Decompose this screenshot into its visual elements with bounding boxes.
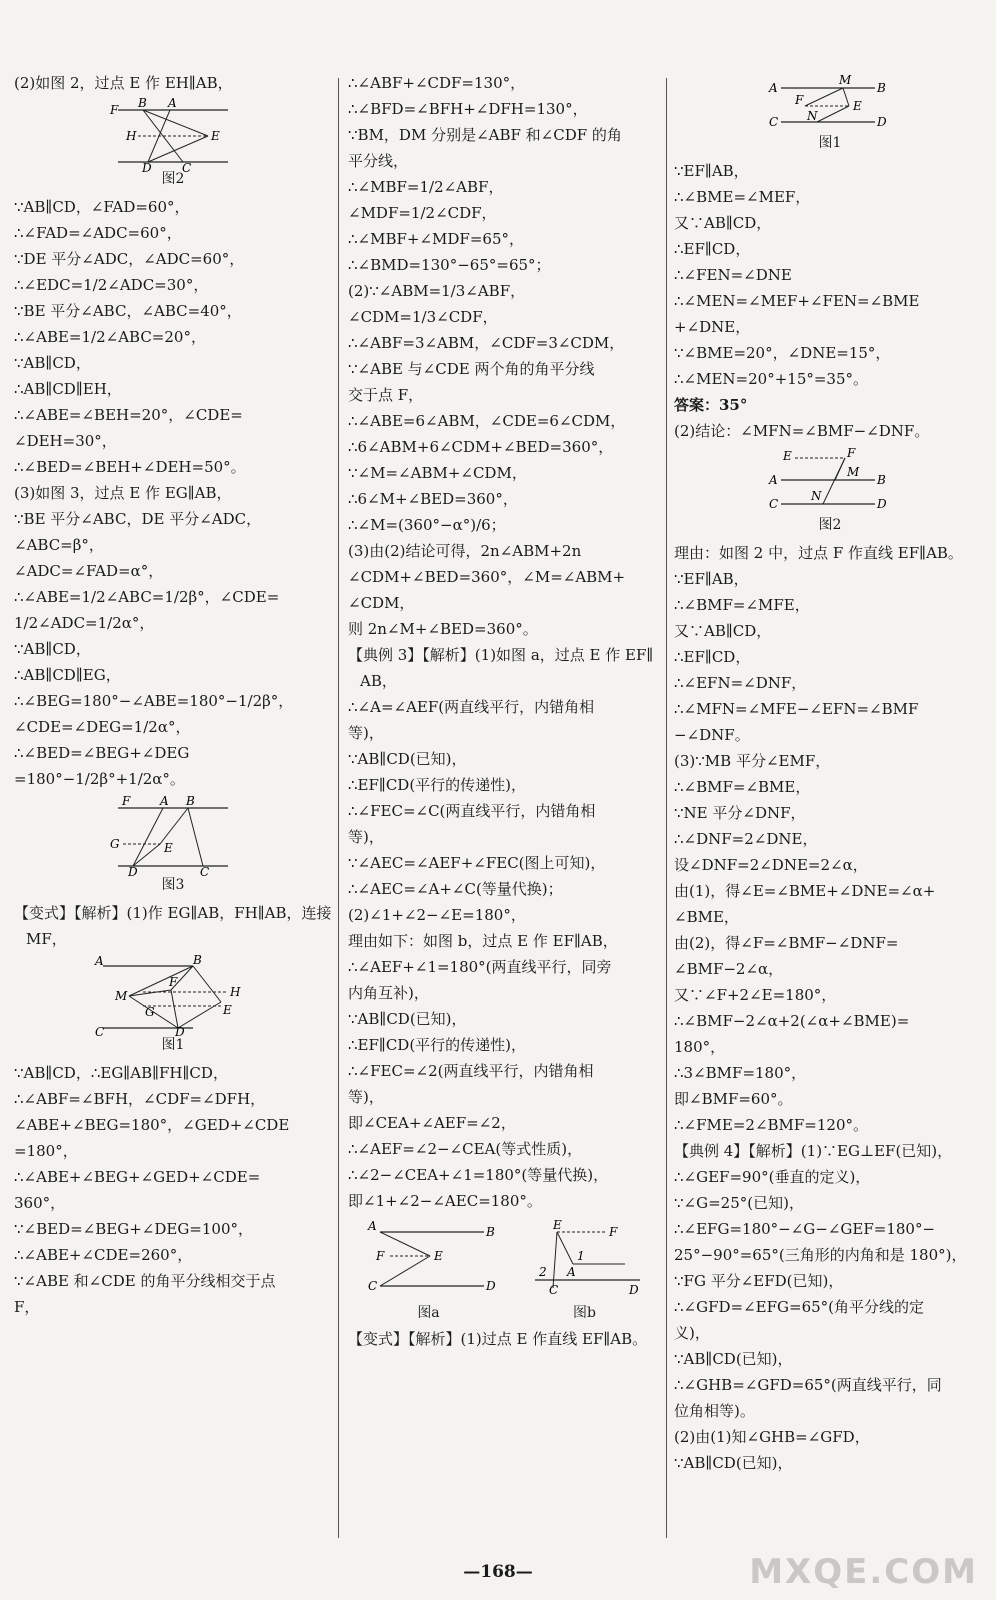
text-line: ∵AB∥CD(已知)， [348, 750, 467, 768]
figure-2-right [674, 448, 986, 534]
text-line: ∴∠EFN=∠DNF， [674, 674, 807, 692]
fig-label: F [608, 1225, 617, 1239]
text-line: ∠DEH=30°， [14, 432, 117, 450]
fig-label: F [110, 103, 119, 117]
text-line: ∴3∠BMF=180°， [674, 1064, 807, 1082]
text-line: ∴∠BMF−2∠α+2(∠α+∠BME)= [674, 1012, 910, 1030]
fig-label: B [186, 794, 195, 808]
text-line: ∴EF∥CD， [674, 648, 751, 666]
text-line: ∴∠ABF=3∠ABM，∠CDF=3∠CDM， [348, 334, 625, 352]
fig-label: B [877, 81, 886, 95]
fig-label: D [628, 1283, 639, 1297]
fig-label: G [145, 1005, 155, 1019]
text-line: ∴∠AEF=∠2−∠CEA(等式性质)， [348, 1140, 583, 1158]
text-line: 又∵∠F+2∠E=180°， [674, 986, 837, 1004]
figure-1-variant [14, 953, 332, 1054]
fig-label: N [811, 489, 822, 503]
text-line: ∴EF∥CD(平行的传递性)， [348, 1036, 527, 1054]
fig-label: B [138, 96, 147, 110]
text-line: ∵AB∥CD， [14, 640, 91, 658]
fig-label: E [853, 99, 862, 113]
text-line: ∠ABC=β°， [14, 536, 104, 554]
text-line: ∠BMF−2∠α， [674, 960, 784, 978]
text-line: ∵∠BED=∠BEG+∠DEG=100°， [14, 1220, 253, 1238]
column-2 [348, 70, 660, 1352]
text-line: (3)如图 3，过点 E 作 EG∥AB， [14, 484, 232, 502]
text-line: 交于点 F， [348, 386, 424, 404]
column-divider [338, 78, 339, 1538]
text-line: ∴∠MBF=1/2∠ABF， [348, 178, 504, 196]
fig-label: H [230, 985, 241, 999]
text-line: ∠BME， [674, 908, 739, 926]
text-line: ∠CDM=1/3∠CDF， [348, 308, 498, 326]
text-line: ∵∠M=∠ABM+∠CDM， [348, 464, 527, 482]
fig-label: M [847, 465, 860, 479]
text-line: ∴6∠M+∠BED=360°， [348, 490, 518, 508]
text-line: ∴∠MBF+∠MDF=65°， [348, 230, 524, 248]
text-line: 等)， [348, 828, 384, 846]
text-line: ∠CDM， [348, 594, 415, 612]
text-line: ∴AB∥CD∥EG， [14, 666, 121, 684]
text-line: ∴∠ABF+∠CDF=130°， [348, 74, 526, 92]
figure-caption: 图1 [818, 135, 842, 151]
fig-label: F [169, 975, 178, 989]
text-line: ∴∠BMD=130°−65°=65°； [348, 256, 551, 274]
text-line: ∴∠EDC=1/2∠ADC=30°， [14, 276, 209, 294]
text-line: ∴∠GFD=∠EFG=65°(角平分线的定 [674, 1298, 925, 1316]
fig-label: B [877, 473, 886, 487]
text-line: (3)由(2)结论可得，2n∠ABM+2n [348, 542, 582, 560]
fig-label: C [95, 1025, 105, 1039]
text-line: 360°， [14, 1194, 66, 1212]
text-line: ∴∠ABE=1/2∠ABC=1/2β°，∠CDE= [14, 588, 280, 606]
text-line: ∴∠DNF=2∠DNE， [674, 830, 818, 848]
text-line: ∵FG 平分∠EFD(已知)， [674, 1272, 844, 1290]
text-line: ∵∠G=25°(已知)， [674, 1194, 804, 1212]
figures-a-b [348, 1220, 660, 1322]
fig-label: A [367, 1219, 377, 1233]
text-line: ∵NE 平分∠DNF， [674, 804, 806, 822]
text-line: ∴∠2−∠CEA+∠1=180°(等量代换)， [348, 1166, 609, 1184]
section-heading: 【变式】【解析】(1)作 EG∥AB，FH∥AB，连接 [14, 904, 332, 922]
fig-label: D [485, 1279, 496, 1293]
fig-label: M [115, 989, 128, 1003]
fig-label: E [433, 1249, 443, 1263]
text-line: ∴∠ABE=6∠ABM，∠CDE=6∠CDM， [348, 412, 626, 430]
fig-label: A [769, 81, 778, 95]
angle-diagram [765, 448, 895, 516]
text-line: 平分线， [348, 152, 409, 170]
text-line: ∴∠A=∠AEF(两直线平行，内错角相 [348, 698, 595, 716]
text-line: 由(2)，得∠F=∠BMF−∠DNF= [674, 934, 899, 952]
fig-label: A [168, 96, 177, 110]
text-line: ∴∠ABE+∠BEG+∠GED+∠CDE= [14, 1168, 261, 1186]
text-line: 位角相等)。 [674, 1402, 755, 1420]
fig-label: 1 [576, 1249, 585, 1263]
text-line: −∠DNF。 [674, 726, 750, 744]
z-shape-diagram [364, 1220, 494, 1296]
figure-a [364, 1220, 494, 1322]
text-line: 1/2∠ADC=1/2α°， [14, 614, 155, 632]
section-heading: 【典例 3】【解析】(1)如图 a，过点 E 作 EF∥ [348, 646, 654, 664]
text-line: ∴∠AEF+∠1=180°(两直线平行，同旁 [348, 958, 612, 976]
text-line: ∵∠AEC=∠AEF+∠FEC(图上可知)， [348, 854, 606, 872]
text-line: ∵∠BME=20°，∠DNE=15°， [674, 344, 891, 362]
text-line: ∠ABE+∠BEG=180°，∠GED+∠CDE [14, 1116, 290, 1134]
fig-label: D [128, 865, 138, 879]
text-line: ∵∠ABE 和∠CDE 的角平分线相交于点 [14, 1272, 276, 1290]
fig-label: M [839, 73, 852, 87]
text-line: 设∠DNF=2∠DNE=2∠α， [674, 856, 868, 874]
fig-label: F [375, 1249, 384, 1263]
text-line: ∴∠BFD=∠BFH+∠DFH=130°， [348, 100, 588, 118]
text-line: 理由如下：如图 b，过点 E 作 EF∥AB， [348, 932, 618, 950]
figure-caption: 图1 [161, 1037, 185, 1053]
text-line: (3)∵MB 平分∠EMF， [674, 752, 831, 770]
fig-label: E [211, 129, 220, 143]
text-line: 180°， [674, 1038, 726, 1056]
text-line: ∴∠FME=2∠BMF=120°。 [674, 1116, 868, 1134]
fig-label: A [769, 473, 778, 487]
text-line: ∵EF∥AB， [674, 570, 749, 588]
fig-label: B [193, 953, 202, 967]
fig-label: G [110, 837, 120, 851]
text-line: ∵BE 平分∠ABC，∠ABC=40°， [14, 302, 242, 320]
text-line: ∴∠BED=∠BEG+∠DEG [14, 744, 190, 762]
text-line: MF， [26, 930, 67, 948]
fig-label: A [566, 1265, 576, 1279]
text-line: ∵∠ABE 与∠CDE 两个角的角平分线 [348, 360, 595, 378]
text-line: 即∠1+∠2−∠AEC=180°。 [348, 1192, 542, 1210]
text-line: ∴∠BMF=∠BME， [674, 778, 811, 796]
fig-label: 2 [538, 1265, 547, 1279]
text-line: 内角互补)， [348, 984, 429, 1002]
parallel-lines-diagram [93, 953, 253, 1039]
figure-caption: 图a [417, 1305, 440, 1321]
text-line: (2)∵∠ABM=1/3∠ABF， [348, 282, 526, 300]
text-line: ∴∠MEN=20°+15°=35°。 [674, 370, 869, 388]
text-line: ∴∠ABE+∠CDE=260°， [14, 1246, 193, 1264]
figure-caption: 图2 [818, 517, 842, 533]
answer-line: 答案：35° [674, 396, 748, 414]
text-line: ∵AB∥CD，∠FAD=60°， [14, 198, 190, 216]
fig-label: C [769, 115, 779, 129]
fig-label: F [795, 93, 804, 107]
fig-label: C [769, 497, 779, 511]
text-line: ∴∠ABE=1/2∠ABC=20°， [14, 328, 206, 346]
fig-label: N [807, 109, 818, 123]
text-line: ∴∠ABE=∠BEH=20°，∠CDE= [14, 406, 243, 424]
text-line: ∠MDF=1/2∠CDF， [348, 204, 497, 222]
text-line: ∠CDM+∠BED=360°，∠M=∠ABM+ [348, 568, 626, 586]
text-line: ∵AB∥CD， [14, 354, 91, 372]
text-line: ∴∠BMF=∠MFE， [674, 596, 810, 614]
text-line: ∠ADC=∠FAD=α°， [14, 562, 164, 580]
text-line: ∴∠MFN=∠MFE−∠EFN=∠BMF [674, 700, 919, 718]
text-line: 义)， [674, 1324, 710, 1342]
text-line: ∴∠FEN=∠DNE [674, 266, 792, 284]
column-divider [666, 78, 667, 1538]
text-line: +∠DNE， [674, 318, 751, 336]
text-line: ∴EF∥CD， [674, 240, 751, 258]
fig-label: F [122, 794, 131, 808]
text-line: (2)结论：∠MFN=∠BMF−∠DNF。 [674, 422, 930, 440]
text-line: (2)由(1)知∠GHB=∠GFD， [674, 1428, 870, 1446]
text-line: ∴∠BED=∠BEH+∠DEH=50°。 [14, 458, 246, 476]
text-line: ∴∠FAD=∠ADC=60°， [14, 224, 182, 242]
text-line: ∴∠BME=∠MEF， [674, 188, 811, 206]
text-line: ∵AB∥CD(已知)， [674, 1454, 793, 1472]
bent-lines-diagram [525, 1220, 645, 1296]
fig-label: D [175, 1025, 185, 1039]
text-line: ∵BM，DM 分别是∠ABF 和∠CDF 的角 [348, 126, 622, 144]
fig-label: H [126, 129, 137, 143]
text-line: ∴∠GEF=90°(垂直的定义)， [674, 1168, 871, 1186]
text-line: ∴∠EFG=180°−∠G−∠GEF=180°− [674, 1220, 936, 1238]
text-line: 25°−90°=65°(三角形的内角和是 180°)， [674, 1246, 967, 1264]
figure-caption: 图2 [161, 171, 185, 187]
text-line: ∴∠AEC=∠A+∠C(等量代换)； [348, 880, 563, 898]
fig-label: B [485, 1225, 495, 1239]
text-line: 则 2n∠M+∠BED=360°。 [348, 620, 538, 638]
text-line: 又∵AB∥CD， [674, 214, 772, 232]
figure-caption: 图b [573, 1305, 596, 1321]
section-heading: 【变式】【解析】(1)过点 E 作直线 EF∥AB。 [348, 1330, 648, 1348]
text-line: (2)∠1+∠2−∠E=180°， [348, 906, 526, 924]
figure-caption: 图3 [161, 877, 185, 893]
parallel-lines-diagram [108, 794, 238, 879]
text-line: ∴EF∥CD(平行的传递性)， [348, 776, 527, 794]
figure-1-right [674, 74, 986, 152]
fig-label: A [160, 794, 169, 808]
watermark-logo: MXQE.COM [749, 1552, 978, 1592]
fig-label: C [200, 865, 210, 879]
fig-label: D [877, 497, 887, 511]
text-line: ∴∠MEN=∠MEF+∠FEN=∠BME [674, 292, 920, 310]
text-line: ∴∠M=(360°−α°)/6； [348, 516, 506, 534]
fig-label: D [142, 161, 152, 175]
text-line: ∵AB∥CD(已知)， [674, 1350, 793, 1368]
text-line: 由(1)，得∠E=∠BME+∠DNE=∠α+ [674, 882, 936, 900]
text-line: =180°−1/2β°+1/2α°。 [14, 770, 185, 788]
text-line: ∴∠FEC=∠C(两直线平行，内错角相 [348, 802, 596, 820]
text-line: ∴∠BEG=180°−∠ABE=180°−1/2β°， [14, 692, 294, 710]
text-line: ∵AB∥CD(已知)， [348, 1010, 467, 1028]
fig-label: C [367, 1279, 377, 1293]
fig-label: C [182, 161, 192, 175]
text-line: ∵AB∥CD，∴EG∥AB∥FH∥CD， [14, 1064, 228, 1082]
text-line: 理由：如图 2 中，过点 F 作直线 EF∥AB。 [674, 544, 963, 562]
text-line: 即∠BMF=60°。 [674, 1090, 793, 1108]
parallel-lines-diagram [108, 96, 238, 175]
text-line: AB， [360, 672, 397, 690]
text-line: ∴6∠ABM+6∠CDM+∠BED=360°， [348, 438, 614, 456]
text-line: ∴AB∥CD∥EH， [14, 380, 122, 398]
section-heading: 【典例 4】【解析】(1)∵EG⊥EF(已知)， [674, 1142, 953, 1160]
text-line: ∵BE 平分∠ABC，DE 平分∠ADC， [14, 510, 262, 528]
fig-label: F [847, 446, 856, 460]
fig-label: D [877, 115, 887, 129]
column-3 [674, 70, 986, 1476]
figure-2-left [14, 96, 332, 188]
text-line: ∵EF∥AB， [674, 162, 749, 180]
text-line: ∵DE 平分∠ADC，∠ADC=60°， [14, 250, 245, 268]
text-line: ∴∠FEC=∠2(两直线平行，内错角相 [348, 1062, 594, 1080]
text-line: 等)， [348, 1088, 384, 1106]
column-1 [14, 70, 332, 1320]
text-line: =180°， [14, 1142, 78, 1160]
text-line: 即∠CEA+∠AEF=∠2， [348, 1114, 516, 1132]
text-line: 又∵AB∥CD， [674, 622, 772, 640]
figure-b [525, 1220, 645, 1322]
text-line: (2)如图 2，过点 E 作 EH∥AB， [14, 74, 233, 92]
text-line: ∠CDE=∠DEG=1/2α°， [14, 718, 191, 736]
text-line: ∴∠ABF=∠BFH，∠CDF=∠DFH， [14, 1090, 266, 1108]
text-line: ∴∠GHB=∠GFD=65°(两直线平行，同 [674, 1376, 942, 1394]
text-line: 等)， [348, 724, 384, 742]
fig-label: C [548, 1283, 558, 1297]
angle-diagram [765, 74, 895, 134]
fig-label: E [552, 1218, 562, 1232]
text-line: F， [14, 1298, 40, 1316]
fig-label: E [164, 841, 173, 855]
fig-label: E [783, 449, 792, 463]
fig-label: A [95, 954, 104, 968]
fig-label: E [223, 1003, 232, 1017]
page-number: —168— [463, 1562, 533, 1582]
figure-3-left [14, 796, 332, 894]
